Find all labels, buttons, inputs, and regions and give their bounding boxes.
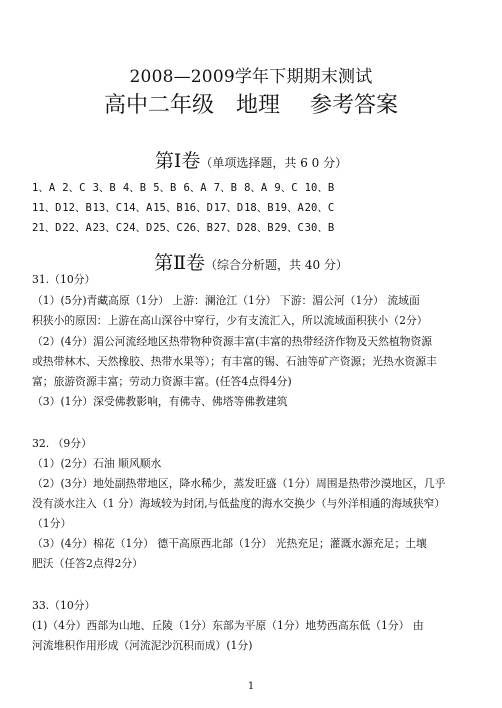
answer-line: （2）(4分）湄公河流经地区热带物种资源丰富(丰富的热带经济作物及天然植物资源	[32, 335, 433, 348]
mc-answer-row-2	[32, 200, 502, 215]
answer-line: 富；旅游资源丰富；劳动力资源丰富。(任答4点得4分)	[32, 375, 292, 388]
answer-line: 33.（10分）	[32, 599, 96, 612]
mc-answer: 14、A	[122, 202, 153, 214]
section-2-heading	[0, 248, 502, 275]
mc-answer: 28、B	[244, 222, 274, 234]
subtitle-subject: 地理	[235, 93, 280, 118]
answer-line: （3）(4分）棉花（1分） 德干高原西北部（1分） 光热充足；灌溉水源充足；土壤	[32, 537, 427, 550]
answer-line: （3）(1分）深受佛教影响，有佛寺、佛塔等佛教建筑	[32, 395, 288, 408]
mc-answer: 9、C	[274, 182, 298, 194]
subtitle-grade: 高中二年级	[103, 93, 214, 118]
mc-answer: 23、C	[92, 222, 123, 234]
section-1-heading	[0, 146, 502, 173]
section-2-title: 第Ⅱ卷	[154, 252, 205, 274]
mc-answer: 3、B	[92, 182, 116, 194]
mc-answer: 20、C	[304, 202, 335, 214]
section-1-title: 第Ⅰ卷	[154, 150, 201, 172]
mc-answer: 27、D	[213, 222, 244, 234]
mc-answer: 24、D	[122, 222, 153, 234]
mc-answer: 2、C	[62, 182, 86, 194]
mc-answer: 6、A	[183, 182, 207, 194]
mc-answer: 12、B	[62, 202, 92, 214]
mc-answer: 13、C	[92, 202, 123, 214]
subtitle-answers: 参考答案	[310, 93, 399, 118]
answer-line: 肥沃（任答2点得2分）	[32, 557, 143, 570]
mc-answer: 18、B	[244, 202, 274, 214]
answer-line: （2）(3分）地处副热带地区，降水稀少，蒸发旺盛（1分）周围是热带沙漠地区，几乎	[32, 477, 446, 490]
mc-answer: 16、D	[183, 202, 213, 214]
answer-line: 没有淡水注入（1 分）海域较为封闭,与低盐度的海水交换少（与外洋相通的海域狭窄）	[32, 497, 446, 510]
answer-line: (1)（4分）西部为山地、丘陵（1分）东部为平原（1分）地势西高东低（1分） 由	[32, 619, 424, 632]
answer-line: 或热带林木、天然橡胶、热带水果等）；有丰富的锡、石油等矿产资源；光热水资源丰	[32, 355, 437, 368]
answer-line: （1）(2分）石油 顺风顺水	[32, 457, 162, 470]
mc-answer: 26、B	[183, 222, 213, 234]
mc-answer: 11、D	[32, 202, 62, 214]
answer-line: （1分）	[32, 517, 72, 530]
answer-line: 32. （9分）	[32, 437, 92, 450]
mc-answer: 15、B	[153, 202, 183, 214]
answer-line: （1）(5分)青藏高原（1分） 上游：澜沧江（1分） 下游：湄公河（1分） 流域面	[32, 294, 420, 307]
answer-line: 积狭小的原因：上游在高山深谷中穿行，少有支流汇入，所以流域面积狭小（2分）	[32, 314, 428, 327]
mc-answer: 22、A	[62, 222, 92, 234]
mc-answer: 10、B	[304, 182, 335, 194]
exam-year-title: 2008—2009学年下期期末测试	[129, 67, 373, 87]
mc-answer: 5、B	[153, 182, 177, 194]
mc-answer: 8、A	[244, 182, 268, 194]
mc-answer: 29、C	[274, 222, 304, 234]
answer-line: 河流堆积作用形成（河流泥沙沉积而成）(1分)	[32, 639, 253, 652]
page-number: 1	[247, 681, 255, 692]
mc-answer: 17、D	[213, 202, 244, 214]
mc-answer-row-3	[32, 220, 502, 235]
section-1-note: （单项选择题，共 6 0 分）	[200, 156, 348, 170]
mc-answer-row-1	[32, 180, 502, 195]
answer-line: 31.（10分）	[32, 273, 96, 286]
mc-answer: 25、C	[153, 222, 183, 234]
mc-answer: 1、A	[32, 182, 56, 194]
mc-answer: 4、B	[122, 182, 147, 194]
mc-answer: 7、B	[213, 182, 237, 194]
exam-subtitle	[0, 88, 502, 119]
mc-answer: 19、A	[274, 202, 304, 214]
mc-answer: 30、B	[304, 222, 335, 234]
section-2-note: （综合分析题，共 40 分）	[205, 258, 348, 272]
mc-answer: 21、D	[32, 222, 62, 234]
